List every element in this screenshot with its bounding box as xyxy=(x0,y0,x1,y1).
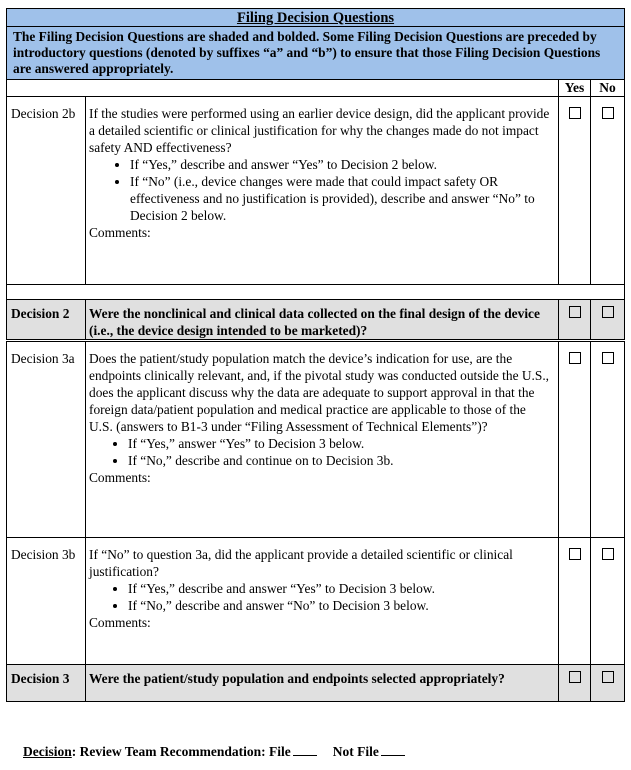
decision-3a-question: Does the patient/study population match the device’s indication for use, are the endpoints clinically relevant, and, if the pivotal study was conducted outside the U.S., does the applicant discuss why the data are adequate to support approval in that the foreign data/patient population and medical practice are applicable to those of the U.S. (answers to B1-3 under “Filing Assessment of Technical Elements”)? xyxy=(89,351,550,434)
header-spacer xyxy=(7,80,559,97)
decision-2-no-checkbox[interactable] xyxy=(602,306,614,318)
decision-2b-bullet-no: • If “No” (i.e., device changes were made that could impact safety OR effectiveness and no justification is provided), describe and answer “No” to Decision 2 below. xyxy=(130,173,552,224)
review-team-recommendation xyxy=(23,744,405,760)
filing-decision-table-2 xyxy=(6,341,625,702)
decision-3a-bullet-no: • If “No,” describe and continue on to Decision 3b. xyxy=(128,452,552,469)
filing-decision-table-1 xyxy=(6,8,625,340)
decision-2b-no-checkbox[interactable] xyxy=(602,107,614,119)
decision-2b-question: If the studies were performed using an earlier device design, did the applicant provide a detailed scientific or clinical justification for why the changes made do not impact safety AND effectiveness? xyxy=(89,106,550,155)
decision-3-no-checkbox[interactable] xyxy=(602,671,614,683)
decision-3a-bullet-yes: • If “Yes,” answer “Yes” to Decision 3 below. xyxy=(128,435,552,452)
not-file-blank[interactable] xyxy=(381,744,405,756)
decision-3-label: Decision 3 xyxy=(7,665,86,702)
decision-3b-yes-checkbox[interactable] xyxy=(569,548,581,560)
decision-3-row xyxy=(7,665,625,702)
decision-3b-bullet-no: • If “No,” describe and answer “No” to Decision 3 below. xyxy=(128,597,552,614)
decision-2b-label: Decision 2b xyxy=(7,97,86,285)
decision-2-label: Decision 2 xyxy=(7,300,86,340)
decision-2-question: Were the nonclinical and clinical data collected on the final design of the device (i.e., the device design intended to be marketed)? xyxy=(86,300,559,340)
decision-3a-yes-checkbox[interactable] xyxy=(569,352,581,364)
recommendation-text: : Review Team Recommendation: File xyxy=(71,744,291,759)
decision-3a-comments: Comments: xyxy=(89,470,151,485)
decision-3b-label: Decision 3b xyxy=(7,538,86,665)
decision-3b-comments: Comments: xyxy=(89,615,151,630)
decision-3b-no-checkbox[interactable] xyxy=(602,548,614,560)
yes-column-header: Yes xyxy=(559,80,591,97)
decision-3b-row xyxy=(7,538,625,665)
decision-2b-question-cell xyxy=(86,97,559,285)
decision-3-question: Were the patient/study population and endpoints selected appropriately? xyxy=(86,665,559,702)
decision-3-yes-checkbox[interactable] xyxy=(569,671,581,683)
decision-2b-row xyxy=(7,97,625,285)
section-intro: The Filing Decision Questions are shaded and bolded. Some Filing Decision Questions are preceded by introductory questions (denoted by suffixes “a” and “b”) to ensure that those Filing Decision Questions are answered appropriately. xyxy=(7,27,625,80)
decision-3a-question-cell xyxy=(86,342,559,538)
decision-3a-row xyxy=(7,342,625,538)
no-column-header: No xyxy=(591,80,625,97)
decision-2-yes-checkbox[interactable] xyxy=(569,306,581,318)
decision-2b-yes-checkbox[interactable] xyxy=(569,107,581,119)
decision-3b-bullet-yes: • If “Yes,” describe and answer “Yes” to Decision 3 below. xyxy=(128,580,552,597)
decision-3a-label: Decision 3a xyxy=(7,342,86,538)
section-title: Filing Decision Questions xyxy=(7,9,625,27)
decision-2-row xyxy=(7,300,625,340)
decision-3b-question: If “No” to question 3a, did the applicant provide a detailed scientific or clinical justification? xyxy=(89,547,513,579)
file-blank[interactable] xyxy=(293,744,317,756)
spacer-row xyxy=(7,285,625,300)
decision-3b-question-cell xyxy=(86,538,559,665)
decision-2b-bullet-yes: • If “Yes,” describe and answer “Yes” to Decision 2 below. xyxy=(130,156,552,173)
decision-3a-no-checkbox[interactable] xyxy=(602,352,614,364)
decision-2b-comments: Comments: xyxy=(89,225,151,240)
decision-footer-label: Decision xyxy=(23,744,72,759)
not-file-text: Not File xyxy=(332,744,379,759)
